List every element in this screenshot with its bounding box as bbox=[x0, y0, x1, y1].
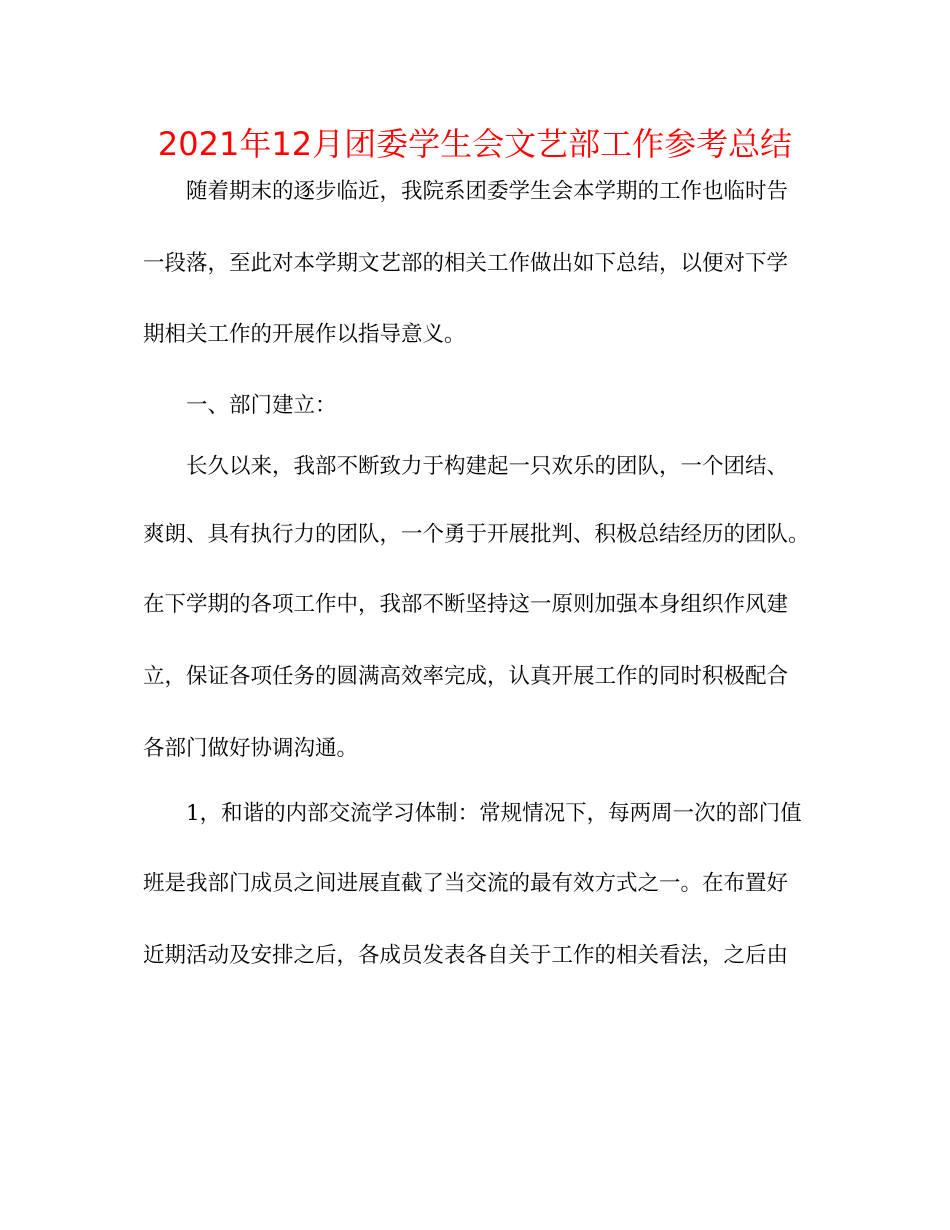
body-line-9: 各部门做好协调沟通。 bbox=[143, 736, 359, 761]
document-title: 2021年12月团委学生会文艺部工作参考总结 bbox=[157, 125, 793, 163]
body-line-12: 近期活动及安排之后，各成员发表各自关于工作的相关看法，之后由 bbox=[143, 943, 789, 968]
body-line-7: 在下学期的各项工作中，我部不断坚持这一原则加强本身组织作风建 bbox=[143, 592, 789, 617]
body-line-5: 长久以来，我部不断致力于构建起一只欢乐的团队，一个团结、 bbox=[186, 454, 789, 479]
body-line-11: 班是我部门成员之间进展直截了当交流的最有效方式之一。在布置好 bbox=[143, 871, 789, 896]
body-line-6: 爽朗、具有执行力的团队，一个勇于开展批判、积极总结经历的团队。 bbox=[143, 522, 810, 547]
body-line-3: 期相关工作的开展作以指导意义。 bbox=[143, 322, 466, 347]
body-line-1: 随着期末的逐步临近，我院系团委学生会本学期的工作也临时告 bbox=[186, 179, 789, 204]
section-heading-1: 一、部门建立： bbox=[186, 393, 337, 418]
body-line-8: 立，保证各项任务的圆满高效率完成，认真开展工作的同时积极配合 bbox=[143, 664, 789, 689]
body-line-10: 1，和谐的内部交流学习体制：常规情况下，每两周一次的部门值 bbox=[186, 801, 802, 826]
body-line-2: 一段落，至此对本学期文艺部的相关工作做出如下总结，以便对下学 bbox=[143, 251, 789, 276]
